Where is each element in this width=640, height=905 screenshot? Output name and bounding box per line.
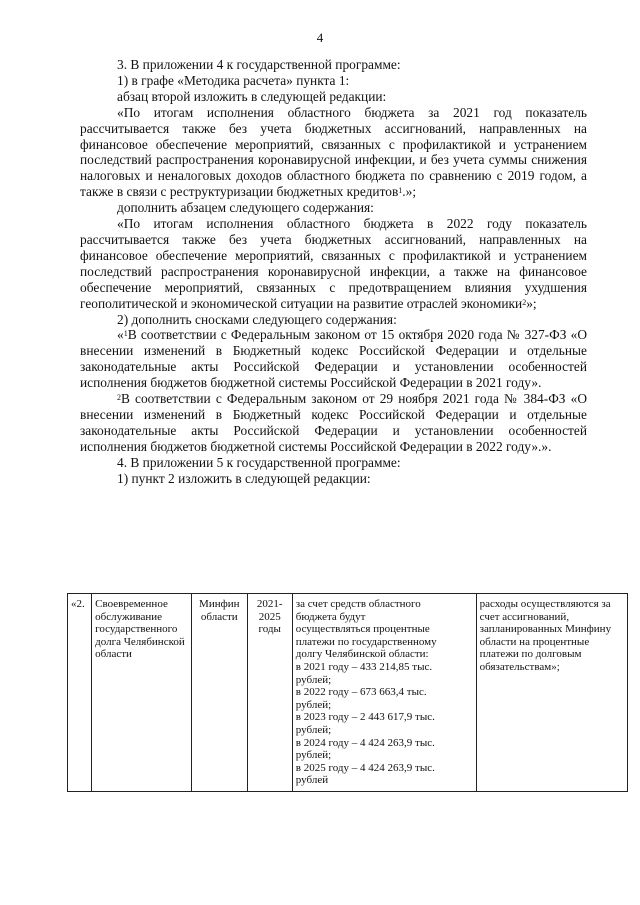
funding-line: в 2024 году – 4 424 263,9 тыс. bbox=[295, 736, 435, 749]
funding-line: рублей; bbox=[295, 673, 332, 686]
paragraph-2: 1) в графе «Методика расчета» пункта 1: bbox=[117, 72, 350, 88]
funding-line: бюджета будут bbox=[295, 610, 366, 623]
page-number: 4 bbox=[316, 30, 324, 45]
funding-line: рублей bbox=[295, 774, 329, 787]
paragraph-8: 4. В приложении 5 к государственной программе: bbox=[117, 454, 401, 470]
cell-executor: Минфин области bbox=[191, 594, 247, 792]
paragraph-3: абзац второй изложить в следующей редакции: bbox=[117, 88, 387, 104]
funding-line: рублей; bbox=[295, 723, 332, 736]
cell-period: 2021-2025 годы bbox=[247, 594, 292, 792]
paragraph-1: 3. В приложении 4 к государственной программе: bbox=[117, 57, 401, 72]
table-row bbox=[68, 594, 628, 792]
footnote-2: $^2$В соответствии с Федеральным законом от 29 ноября 2021 года № 384-ФЗ «О внесении изменений в Бюджетный кодекс Российской Федерации и отдельные законодательные акты Российской Федерации и установлении особенностей исполнения бюджетов бюджетной системы Российской Федерации в 2022 году».». bbox=[80, 391, 587, 454]
paragraph-6: «По итогам исполнения областного бюджета в 2022 году показатель рассчитывается также без учета бюджетных ассигнований, направленных на финансовое обеспечение мероприятий, связанных с профилактикой и устранением последствий распространения коронавирусной инфекции, а также на финансовое обеспечение мероприятий, связанных с предотвращением влияния ухудшения геополитической и экономической ситуации на развитие отраслей экономики$^2$»; bbox=[80, 216, 587, 311]
funding-line: в 2023 году – 2 443 617,9 тыс. bbox=[295, 711, 435, 724]
cell-number: «2. bbox=[68, 594, 92, 792]
cell-funding bbox=[292, 594, 476, 792]
funding-line: долгу Челябинской области: bbox=[295, 648, 429, 661]
footnote-marker: 2 bbox=[117, 393, 121, 403]
footnote-marker: 2 bbox=[522, 297, 527, 307]
paragraph-7: 2) дополнить сносками следующего содержания: bbox=[117, 311, 397, 327]
funding-line: за счет средств областного bbox=[295, 598, 421, 610]
funding-line: платежи по государственному bbox=[295, 635, 437, 648]
paragraph-9: 1) пункт 2 изложить в следующей редакции: bbox=[117, 470, 371, 486]
body-text bbox=[80, 57, 587, 486]
footnote-marker: 1 bbox=[398, 186, 403, 196]
program-table bbox=[67, 593, 628, 792]
cell-measure-name: Своевременное обслуживание государственного долга Челябинской области bbox=[92, 594, 192, 792]
funding-line: в 2021 году – 433 214,85 тыс. bbox=[295, 660, 433, 673]
funding-line: осуществляться процентные bbox=[295, 623, 430, 636]
funding-line: в 2025 году – 4 424 263,9 тыс. bbox=[295, 761, 435, 774]
paragraph-5: дополнить абзацем следующего содержания: bbox=[117, 200, 374, 216]
funding-line: рублей; bbox=[295, 749, 332, 762]
cell-result: расходы осуществляются за счет ассигнований, запланированных Минфину области на процентные платежи по долговым обязательствам»; bbox=[476, 594, 627, 792]
footnote-marker: 1 bbox=[123, 329, 128, 339]
paragraph-4: «По итогам исполнения областного бюджета за 2021 год показатель рассчитывается также без учета бюджетных ассигнований, направленных на финансовое обеспечение мероприятий, связанных с профилактикой и устранением последствий распространения коронавирусной инфекции, и без учета суммы снижения налоговых и неналоговых доходов областного бюджета по сравнению с 2019 годом, а также в связи с реструктуризации бюджетных кредитов$^1$.»; bbox=[80, 104, 587, 200]
funding-line: рублей; bbox=[295, 698, 332, 711]
funding-line: в 2022 году – 673 663,4 тыс. bbox=[295, 686, 427, 699]
footnote-1: «$^1$В соответствии с Федеральным законом от 15 октября 2020 года № 327-ФЗ «О внесении изменений в Бюджетный кодекс Российской Федерации и отдельные законодательные акты Российской Федерации и установлении особенностей исполнения бюджетов бюджетной системы Российской Федерации в 2021 году». bbox=[80, 327, 587, 391]
